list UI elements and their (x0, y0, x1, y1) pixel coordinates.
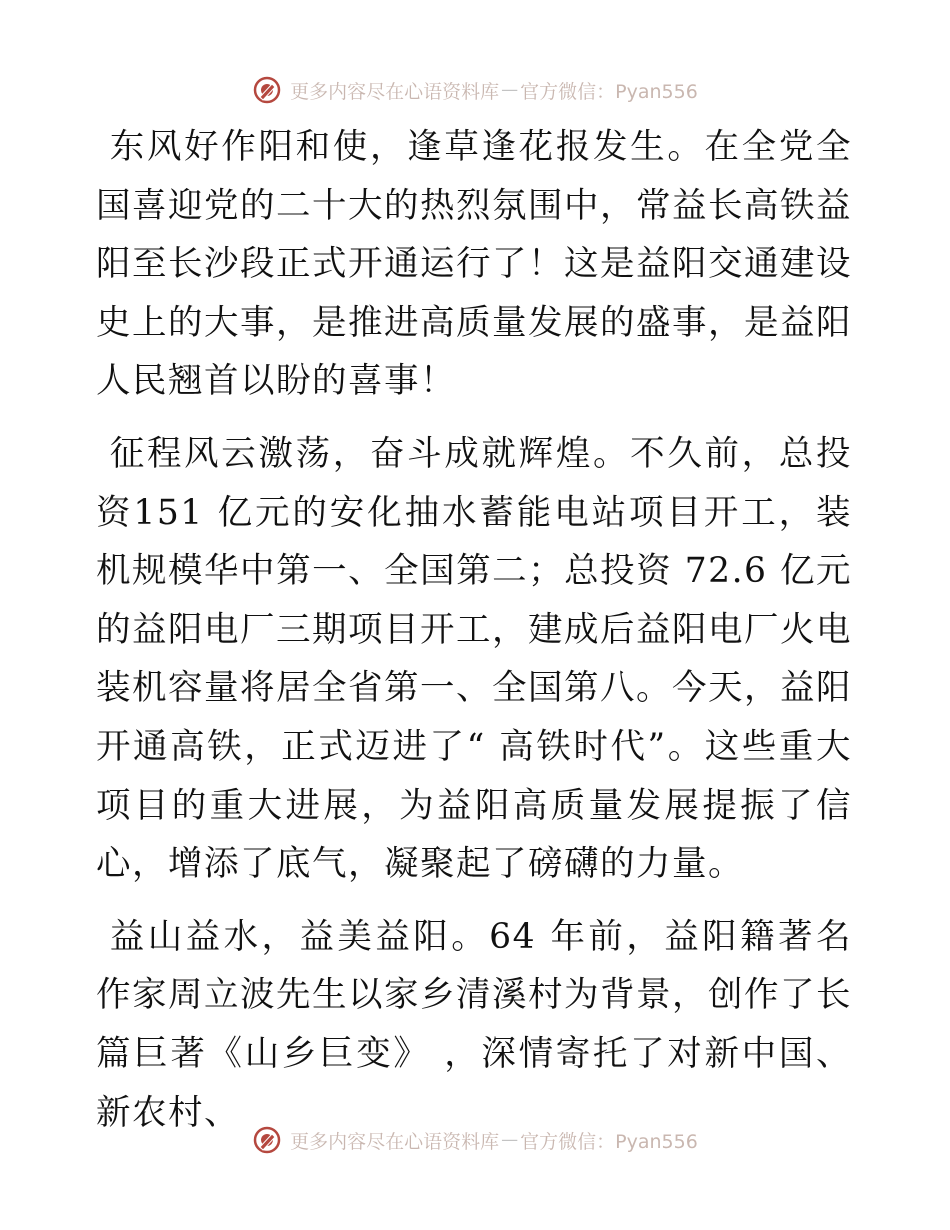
paragraph-3: 益山益水，益美益阳。64 年前，益阳籍著名作家周立波先生以家乡清溪村为背景，创作了长篇巨著《山乡巨变》 ，深情寄托了对新中国、新农村、 (96, 916, 852, 1133)
paragraph-1: 东风好作阳和使，逢草逢花报发生。在全党全国喜迎党的二十大的热烈氛围中，常益长高铁益阳至长沙段正式开通运行了！这是益阳交通建设史上的大事，是推进高质量发展的盛事，是益阳人民翘首以盼的喜事！ (96, 127, 852, 402)
header-brand-text: 更多内容尽在心语资料库 (290, 80, 500, 103)
footer-account-text: 官方微信：Pyan556 (520, 1130, 698, 1153)
pen-circle-logo-icon (252, 75, 282, 105)
paragraph-2: 征程风云激荡，奋斗成就辉煌。不久前，总投资151 亿元的安化抽水蓄能电站项目开工，装机规模华中第一、全国第二；总投资 72.6 亿元的益阳电厂三期项目开工，建成后益阳电厂火电装机容量将居全省第一、全国第八。今天，益阳开通高铁，正式迈进了“ 高铁时代”。这些重大项目的重大进展，为益阳高质量发展提振了信心，增添了底气，凝聚起了磅礴的力量。 (96, 433, 852, 885)
pen-circle-logo-icon (252, 1125, 282, 1155)
footer-brand-text: 更多内容尽在心语资料库 (290, 1130, 500, 1153)
footer-dash: — (501, 1130, 519, 1150)
header-dash: — (501, 80, 519, 100)
header-account-text: 官方微信：Pyan556 (520, 80, 698, 103)
document-body (96, 118, 852, 1156)
header-watermark (0, 70, 950, 110)
footer-watermark (0, 1120, 950, 1160)
